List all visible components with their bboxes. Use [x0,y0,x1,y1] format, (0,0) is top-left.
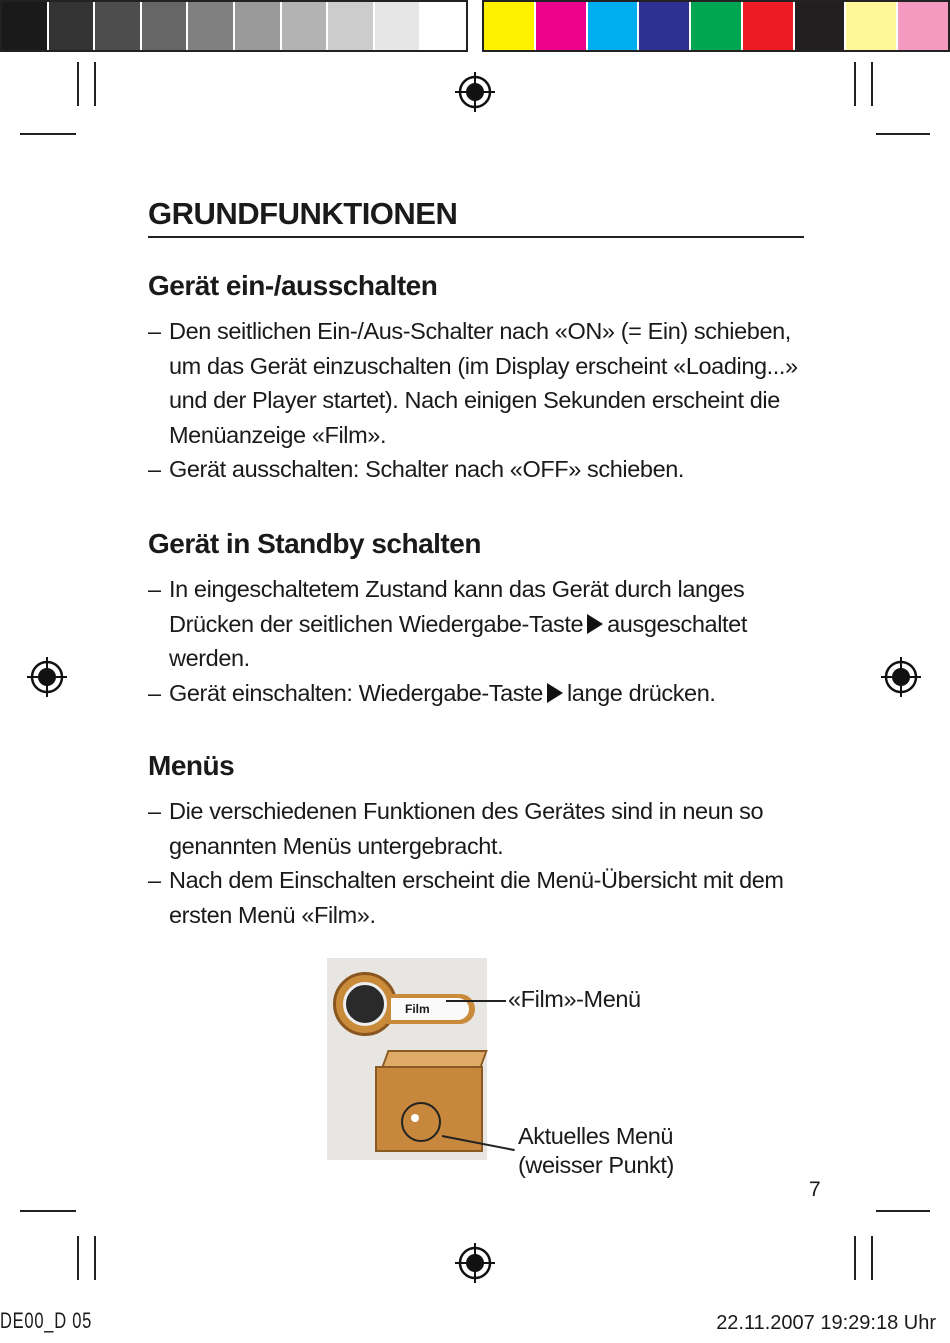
calibration-swatch [484,2,536,50]
calibration-swatch [95,2,142,50]
bullet-list [148,314,804,487]
bullet-dash: – [148,679,161,706]
bullet-dash: – [148,318,161,344]
grayscale-calibration-bar [0,0,468,52]
film-tag-label: Film [391,998,469,1020]
crop-mark [876,1210,930,1212]
crop-mark [871,62,873,106]
section-menus [148,750,804,932]
play-icon [587,614,603,634]
calibration-swatch [282,2,329,50]
callout-current-menu: Aktuelles Menü (weisser Punkt) [518,1123,674,1178]
bullet-list [148,572,804,710]
list-item: – Die verschiedenen Funktionen des Gerätes sind in neun so genannten Menüs untergebracht. [148,794,804,863]
leader-line-film [446,1000,506,1002]
crop-mark [94,62,96,106]
registration-mark-icon [27,657,67,697]
print-timestamp: 22.11.2007 19:29:18 Uhr [716,1312,936,1334]
section-title: Gerät ein-/ausschalten [148,270,438,301]
calibration-swatch [328,2,375,50]
list-item: – Gerät ausschalten: Schalter nach «OFF» schieben. [148,452,804,487]
calibration-swatch [795,2,847,50]
calibration-swatch [536,2,588,50]
crop-mark [854,1236,856,1280]
calibration-swatch [846,2,898,50]
list-item: – Nach dem Einschalten erscheint die Menü-Übersicht mit dem ersten Menü «Film». [148,863,804,932]
section-power [148,270,804,487]
menu-screenshot [327,958,487,1160]
chapter-title: GRUNDFUNKTIONEN [148,196,804,238]
current-menu-dot [411,1114,419,1122]
calibration-swatch [743,2,795,50]
bullet-dash: – [148,798,161,824]
section-standby [148,528,804,710]
calibration-swatch [2,2,49,50]
bullet-list [148,794,804,932]
crop-mark [77,1236,79,1280]
list-item: – Den seitlichen Ein-/Aus-Schalter nach «ON» (= Ein) schieben, um das Gerät einzuschalten (im Display erscheint «Loading...» und der Player startet). Nach einigen Sekunden erscheint die Menüanzeige «Film». [148,314,804,452]
crop-mark [876,133,930,135]
bullet-dash: – [148,456,161,482]
bullet-dash: – [148,576,161,602]
crop-mark [871,1236,873,1280]
callout-film-menu: «Film»-Menü [508,986,641,1012]
page-number: 7 [809,1178,821,1201]
bullet-dash: – [148,867,161,893]
crop-mark [20,1210,76,1212]
calibration-swatch [588,2,640,50]
section-title: Menüs [148,750,235,781]
registration-mark-icon [455,72,495,112]
color-calibration-bar [482,0,950,52]
calibration-swatch [898,2,948,50]
calibration-swatch [421,2,466,50]
crop-mark [854,62,856,106]
highlight-circle [401,1102,441,1142]
crop-mark [94,1236,96,1280]
calibration-swatch [49,2,96,50]
film-reel-icon [343,982,387,1026]
list-item: – In eingeschaltetem Zustand kann das Gerät durch langes Drücken der seitlichen Wiedergabe-Taste ausgeschaltet werden. [148,572,804,676]
calibration-swatch [691,2,743,50]
print-slug: DE00_D 05 [0,1308,93,1333]
crop-mark [20,133,76,135]
list-item: – Gerät einschalten: Wiedergabe-Taste lange drücken. [148,676,804,711]
calibration-swatch [142,2,189,50]
crop-mark [77,62,79,106]
calibration-swatch [639,2,691,50]
calibration-swatch [235,2,282,50]
registration-mark-icon [455,1243,495,1283]
registration-mark-icon [881,657,921,697]
section-title: Gerät in Standby schalten [148,528,481,559]
play-icon [547,683,563,703]
calibration-swatch [375,2,422,50]
calibration-swatch [188,2,235,50]
